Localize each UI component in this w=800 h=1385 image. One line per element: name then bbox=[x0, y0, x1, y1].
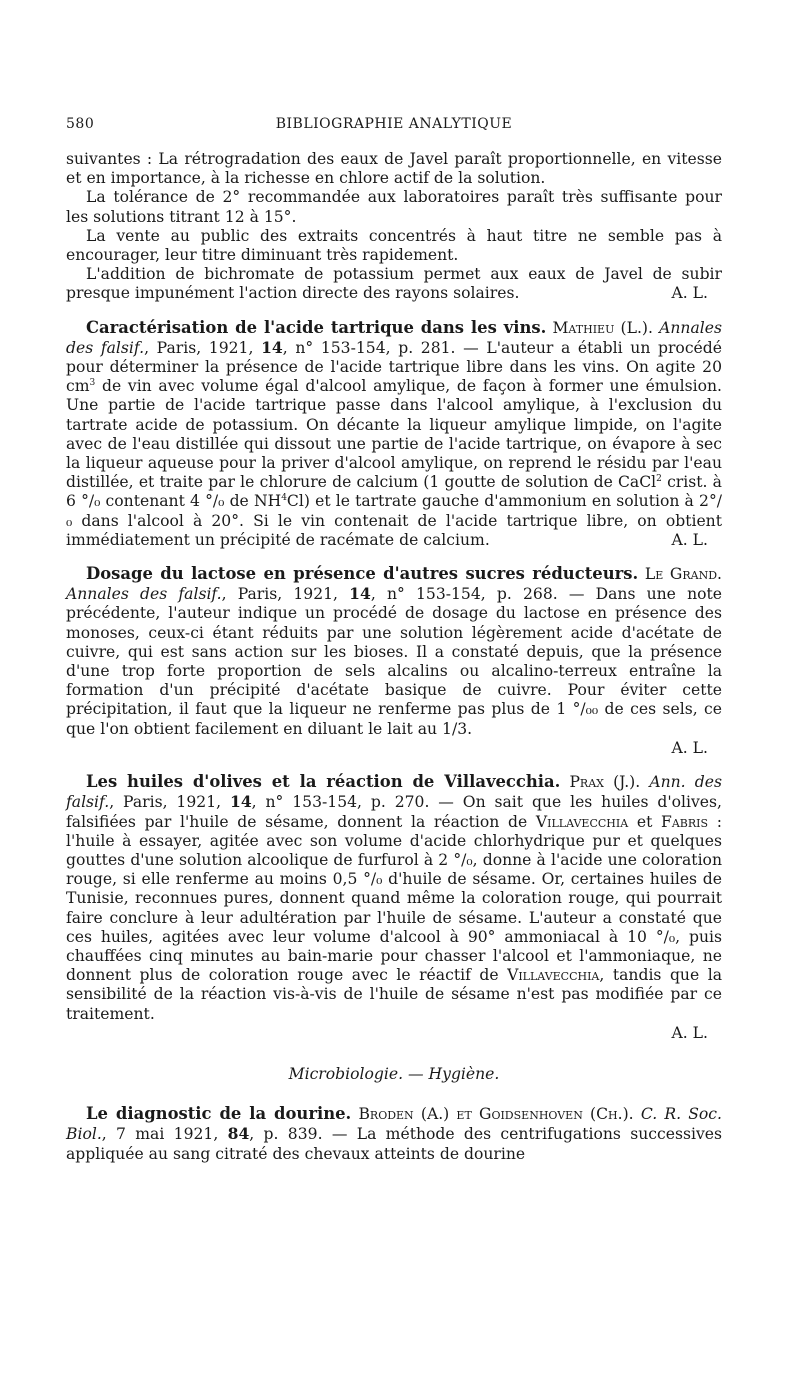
journal: Annales des falsif. bbox=[66, 585, 222, 604]
abstract-text: , n° 153-154, p. 281. — L'auteur a établi un procédé pour déterminer la présence de l'acide tartrique libre dans les vins. On agite 20 cm bbox=[66, 338, 722, 396]
article-body bbox=[66, 150, 722, 1164]
person-name: Fabris bbox=[661, 812, 709, 831]
abstract-title: Le diagnostic de la dourine. bbox=[86, 1104, 352, 1124]
person-name: Villavecchia bbox=[507, 966, 600, 985]
abstract-title: Dosage du lactose en présence d'autres sucres réducteurs. bbox=[86, 564, 639, 584]
abstract-title: Caractérisation de l'acide tartrique dans les vins. bbox=[86, 317, 547, 337]
abstract-text: et bbox=[628, 812, 662, 831]
reference: , Paris, 1921, bbox=[221, 585, 350, 604]
abstract-tartaric bbox=[66, 318, 722, 550]
abstract-text: : l'huile à essayer, agitée avec son volume d'acide chlorhydrique pur et quelques gouttes d'une solution alcoolique de furfurol à 2 °/₀, donne à l'acide une coloration rouge, si elle renferme au moins 0,5 °/₀ d'huile de sésame. Or, certaines huiles de Tunisie, reconnues pures, donnent quand même la coloration rouge, qui pourrait faire conclure à leur adultération par l'huile de sésame. L'auteur a constaté que ces huiles, agitées avec leur volume d'alcool à 90° ammoniacal à 10 °/₀, puis chauffées cinq minutes au bain-marie pour chasser l'alcool et l'ammoniaque, ne donnent plus de coloration rouge avec le réactif de bbox=[66, 812, 722, 985]
abstract-olive-oil bbox=[66, 772, 722, 1024]
abstract-text: , p. 839. — La méthode des centrifugations successives appliquée au sang citraté des chevaux atteints de dourine bbox=[66, 1125, 722, 1163]
intro-paragraph-4 bbox=[66, 265, 722, 303]
intro-paragraph-2: La tolérance de 2° recommandée aux laboratoires paraît très suffisante pour les solutions titrant 12 à 15°. bbox=[66, 188, 722, 226]
author: Broden (A.) et Goidsenhoven (Ch.). bbox=[358, 1105, 634, 1124]
journal: Annales des falsif. bbox=[66, 318, 722, 357]
running-title: BIBLIOGRAPHIE ANALYTIQUE bbox=[275, 116, 513, 132]
journal: C. R. Soc. Biol. bbox=[66, 1105, 722, 1144]
signature: A. L. bbox=[671, 738, 708, 757]
signature: A. L. bbox=[671, 284, 708, 303]
person-name: Villavecchia bbox=[535, 812, 629, 831]
reference: , 7 mai 1921, bbox=[101, 1125, 228, 1144]
volume: 14 bbox=[349, 584, 371, 604]
author: Le Grand. bbox=[644, 565, 722, 584]
signature: A. L. bbox=[671, 1023, 708, 1042]
running-head bbox=[66, 116, 722, 136]
page-number: 580 bbox=[66, 116, 95, 132]
intro-paragraph-3: La vente au public des extraits concentrés à haut titre ne semble pas à encourager, leur titre diminuant très rapidement. bbox=[66, 226, 722, 265]
reference: , Paris, 1921, bbox=[109, 793, 230, 812]
volume: 84 bbox=[227, 1124, 250, 1144]
reference: , Paris, 1921, bbox=[144, 338, 262, 357]
volume: 14 bbox=[261, 337, 283, 357]
abstract-text: crist. à 6 °/₀ contenant 4 °/₀ de NH bbox=[66, 473, 722, 511]
superscript: 3 bbox=[89, 378, 96, 389]
abstract-text: de vin avec volume égal d'alcool amylique, de façon à former une émulsion. Une partie de l'acide tartrique passe dans l'alcool amylique, à l'exclusion du tartrate acide de potassium. On décante la liqueur amylique limpide, on l'agite avec de l'eau distillée qui dissout une partie de l'acide tartrique, on évapore à sec la liqueur aqueuse pour la priver d'alcool amylique, on reprend le résidu par l'eau distillée, et traite par le chlorure de calcium (1 goutte de solution de CaCl bbox=[66, 377, 722, 492]
superscript: 4 bbox=[281, 493, 287, 504]
abstract-text: , n° 153-154, p. 268. — Dans une note précédente, l'auteur indique un procédé de dosage du lactose en présence des monoses, ceux-ci étant réduits par une solution légèrement acide d'acétate de cuivre, qui est sans action sur les bioses. Il a constaté depuis, que la présence d'une trop forte proportion de sels alcalins ou alcalino-terreux entraîne la formation d'un précipité d'acétate basique de cuivre. Pour éviter cette précipitation, il faut que la liqueur ne renferme pas plus de 1 °/₀₀ de ces sels, ce que l'on obtient facilement en diluant le lait au 1/3. bbox=[66, 585, 722, 738]
abstract-text: , tandis que la sensibilité de la réaction vis-à-vis de l'huile de sésame n'est pas modifiée par ce traitement. bbox=[66, 966, 722, 1023]
signature: A. L. bbox=[671, 530, 708, 549]
intro-paragraph-1: suivantes : La rétrogradation des eaux de Javel paraît proportionnelle, en vitesse et en importance, à la richesse en chlore actif de la solution. bbox=[66, 150, 722, 188]
section-heading: Microbiologie. — Hygiène. bbox=[288, 1064, 500, 1083]
abstract-text: Cl) et le tartrate gauche d'ammonium en solution à 2°/₀ dans l'alcool à 20°. Si le vin contenait de l'acide tartrique libre, on obtient immédiatement un précipité de racémate de calcium. bbox=[66, 492, 722, 549]
author: Prax (J.). bbox=[569, 773, 641, 792]
author: Mathieu (L.). bbox=[552, 318, 653, 337]
volume: 14 bbox=[229, 792, 252, 812]
journal: Ann. des falsif. bbox=[66, 773, 722, 812]
abstract-dourine bbox=[66, 1104, 722, 1164]
intro-p4-text: L'addition de bichromate de potassium permet aux eaux de Javel de subir presque impunément l'action directe des rayons solaires. bbox=[66, 265, 722, 303]
abstract-text: , n° 153-154, p. 270. — On sait que les huiles d'olives, falsifiées par l'huile de sésame, donnent la réaction de bbox=[66, 793, 722, 831]
abstract-title: Les huiles d'olives et la réaction de Villavecchia. bbox=[86, 772, 561, 792]
abstract-lactose bbox=[66, 564, 722, 739]
superscript: 2 bbox=[656, 474, 662, 485]
